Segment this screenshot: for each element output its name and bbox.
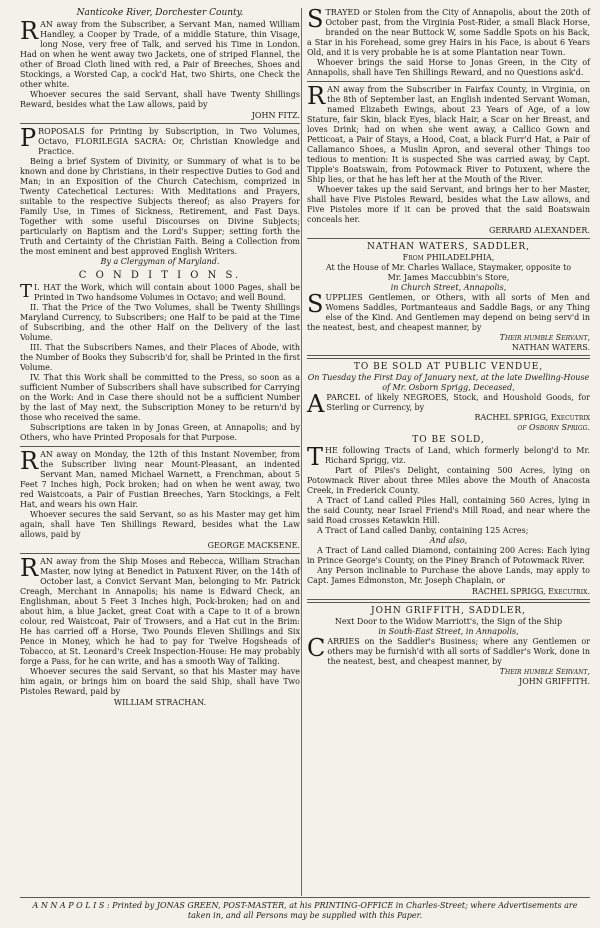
advert-reward: Whoever takes up the said Servant, and brings her to her Master, shall have Five Pistoles Reward, besides what the Law allows, and Five Pistoles more if it can be proved that the said Boatswain conceals her.: [307, 185, 590, 224]
advert-title: TO BE SOLD AT PUBLIC VENDUE,: [353, 362, 544, 372]
tract-1: Part of Piles's Delight, containing 500 Acres, lying on Potowmack River about three Miles above the Mouth of Anacosta Creek, in Frederick County.: [307, 466, 590, 495]
advert-address-2: Mr. James Maccubbin's Store,: [387, 273, 510, 282]
advert-address-1: At the House of Mr. Charles Wallace, Staymaker, opposite to: [325, 263, 572, 272]
advert-michael-warnett: [20, 447, 300, 550]
condition-text: HAT the Work, which will contain about 1000 Pages, shall be Printed in Two handsome Volumes in Octavo; and well Bound.: [34, 283, 301, 302]
column-divider: [301, 8, 302, 896]
drop-cap: T: [307, 443, 324, 471]
tract-4: A Tract of Land called Diamond, containing 200 Acres: Each lying in Prince George's County, on the Piney Branch of Potowmack River.: [307, 546, 590, 565]
advert-text: AN away from the Ship Moses and Rebecca, William Strachan Master, now lying at Benedict in Patuxent River, on the 14th of October last, a Convict Servant Man, belonging to Mr. Patrick Creagh, Merchant in Annapolis; his name is Edward Check, an Englishman, about 5 Feet 3 Inches high, Pock-broken; had on and about him, a blue Jacket, great Coat with a Cape to it of a brown colour, red Waistcoat, Pair of Trowsers, and a Hat cut in the Brim: He has carried off a Horse, Two Pounds Eleven Shillings and Six Pence in Money, which he had to pay for Twelve Hogsheads of Tobacco, at St. Leonard's Creek Inspection-House: He may probably forge a Pass, for he can write, and has a smooth Way of Talking.: [20, 557, 300, 666]
tract-2: A Tract of Land called Piles Hall, containing 560 Acres, lying in the said County, near Israel Friend's Mill Road, and near where the said Road crosses Ketawkin Hill.: [307, 496, 590, 525]
advert-origin: From PHILADELPHIA,: [402, 253, 495, 262]
advert-body: [307, 5, 590, 58]
advert-body: [307, 443, 590, 471]
advert-title: JOHN GRIFFITH, SADDLER,: [371, 606, 526, 616]
condition-1: [20, 283, 300, 303]
advert-nathan-waters: [307, 242, 590, 352]
condition-2: II. That the Price of the Two Volumes, shall be Twenty Shillings Maryland Currency, to Subscribers; one Half to be paid at the Time of Subscribing, and the other Half on the Delivery of the last Volume.: [20, 303, 300, 342]
printer-colophon: A N N A P O L I S : Printed by JONAS GREEN, POST-MASTER, at his PRINTING-OFFICE in Charles-Street; where Advertisements are taken in, and all Persons may be supplied with this Paper.: [20, 897, 590, 921]
divider: [20, 446, 300, 447]
advert-edward-check: [20, 554, 300, 707]
advert-signature-2: of Osborn Sprigg.: [517, 423, 590, 432]
drop-cap: R: [20, 447, 39, 475]
drop-cap: T: [20, 281, 33, 302]
proposals-florilegia-sacra: [20, 124, 301, 443]
proposals-intro: [20, 124, 300, 157]
tract-3: A Tract of Land called Danby, containing 125 Acres;: [317, 526, 529, 535]
tract-and-also: And also,: [429, 536, 468, 545]
drop-cap: S: [307, 290, 324, 318]
advert-subtitle: On Tuesday the First Day of January next, at the late Dwelling-House of Mr. Osborn Sprigg, Deceased,: [307, 373, 590, 392]
advert-reward: Whoever secures the said Servant, so that his Master may have him again, or brings him on board the said Ship, shall have Two Pistoles Reward, paid by: [20, 667, 300, 696]
drop-cap: A: [307, 390, 325, 418]
advert-reward: Whoever brings the said Horse to Jonas Green, in the City of Annapolis, shall have Ten Shillings Reward, and no Questions ask'd.: [307, 58, 590, 77]
advert-strayed-horse: [307, 5, 590, 78]
divider: [307, 599, 590, 603]
advert-body: [307, 290, 590, 333]
advert-address-2: in South-East Street, in Annapolis,: [378, 627, 519, 636]
drop-cap: R: [20, 554, 39, 582]
advert-text: AN away from the Subscriber, a Servant Man, named William Handley, a Cooper by Trade, of a middle Stature, thin Visage, long Nose, very free of Talk, and served his Time in London. Had on when he went away two Jackets, one of striped Flannel, the other of Broad Cloth lined with red, a Pair of Breeches, Shoes and Stockings, a Worsted Cap, a cock'd Hat, two Shirts, one Check the other white.: [20, 20, 300, 89]
advert-body: [20, 554, 300, 667]
advert-body: [20, 17, 300, 90]
advert-signature: JOHN FITZ.: [251, 111, 300, 120]
advert-title: TO BE SOLD,: [412, 435, 485, 445]
condition-number: I.: [34, 283, 40, 292]
advert-signature: JOHN GRIFFITH.: [519, 677, 590, 686]
advert-text: UPPLIES Gentlemen, or Others, with all sorts of Men and Womens Saddles, Portmanteaus and Saddle Bags, or any Thing else of the Kind. And Gentlemen may depend on being serv'd in the neatest, best, and cheapest manner, by: [307, 293, 590, 332]
advert-elizabeth-ewings: [307, 82, 590, 235]
right-column: [307, 5, 590, 689]
advert-text: ARRIES on the Saddler's Business; where any Gentlemen or others may be furnish'd with all sorts of Saddler's Work, done in the neatest, best, and cheapest manner, by: [327, 637, 590, 666]
advert-signature: GEORGE MACKSENE.: [207, 541, 300, 550]
advert-text: AN away on Monday, the 12th of this Instant November, from the Subscriber living near Mount-Pleasant, an indented Servant Man, named Michael Warnett, a Frenchman, about 5 Feet 7 Inches high, Pock broken; had on when he went away, two red Waistcoats, a Pair of Fustian Breeches, Yarn Stockings, a Felt Hat, and wears his own Hair.: [20, 450, 300, 509]
advert-body: [307, 82, 590, 185]
advert-text: AN away from the Subscriber in Fairfax County, in Virginia, on the 8th of September last, an English indented Servant Woman, named Elizabeth Ewings, about 23 Years of Age, of a low Stature, fair Skin, black Eyes, black Hair, a Scar on her Breast, and loves Drink; had on when she went away, a Callico Gown and Petticoat, a Pair of Stays, a Hood, Coat, a black Furr'd Hat, a Pair of Callamanco Shoes, a Muslin Apron, and several other Things too tedious to mention: It is suspected She was carried away, by Capt. Tipple's Boatswain, from Potowmack River to Potuxent, where the Ship lies, or that he has left her at the Mouth of the River.: [307, 85, 590, 184]
divider: [307, 355, 590, 359]
divider: [20, 553, 300, 554]
advert-reward: Whoever secures the said Servant, shall have Twenty Shillings Reward, besides what the Law allows, paid by: [20, 90, 300, 109]
advert-closing: Their humble Servant,: [499, 333, 590, 342]
advert-address-3: in Church Street, Annapolis,: [390, 283, 507, 292]
advert-public-vendue: [307, 362, 590, 432]
advert-signature: GERRARD ALEXANDER.: [489, 226, 590, 235]
left-column: [20, 8, 300, 710]
advert-reward: Whoever secures the said Servant, so as his Master may get him again, shall have Ten Shillings Reward, besides what the Law allows, paid by: [20, 510, 300, 539]
advert-header: Nanticoke River, Dorchester County.: [76, 8, 244, 18]
proposals-text: ROPOSALS for Printing by Subscription, in Two Volumes, Octavo, FLORILEGIA SACRA: Or, Christian Knowledge and Practice.: [38, 127, 300, 156]
divider: [307, 81, 590, 82]
advert-signature: RACHEL SPRIGG, Executrix: [474, 413, 590, 422]
advert-text: PARCEL of likely NEGROES, Stock, and Houshold Goods, for Sterling or Currency, by: [326, 393, 590, 412]
condition-5: Subscriptions are taken in by Jonas Green, at Annapolis; and by Others, who have Printed Proposals for that Purpose.: [20, 423, 300, 442]
drop-cap: P: [20, 124, 37, 152]
divider: [20, 123, 300, 124]
advert-body: [20, 447, 300, 510]
advert-closing: Their humble Servant,: [499, 667, 590, 676]
proposals-byline: By a Clergyman of Maryland.: [100, 257, 220, 266]
advert-tracts-of-land: [307, 435, 590, 596]
condition-3: III. That the Subscribers Names, and their Places of Abode, with the Number of Books they Subscrib'd for, shall be Printed in the first Volume.: [20, 343, 300, 372]
advert-signature: WILLIAM STRACHAN.: [113, 698, 207, 707]
advert-title: NATHAN WATERS, SADDLER,: [367, 242, 530, 252]
advert-address-1: Next Door to the Widow Marriott's, the Sign of the Ship: [334, 617, 563, 626]
drop-cap: R: [307, 82, 326, 110]
advert-signature: NATHAN WATERS.: [511, 343, 590, 352]
condition-4: IV. That this Work shall be committed to the Press, so soon as a sufficient Number of Subscribers shall have subscribed for Carrying on the Work: And in Case there should not be a sufficient Number by the last of May next, the Subscription Money to be return'd by those who received the same.: [20, 373, 300, 422]
tract-apply: Any Person inclinable to Purchase the above Lands, may apply to Capt. James Edmonston, Mr. Joseph Chaplain, or: [307, 566, 590, 585]
advert-john-griffith: [307, 606, 590, 686]
drop-cap: C: [307, 634, 326, 662]
drop-cap: R: [20, 17, 39, 45]
advert-body: [307, 634, 590, 667]
advert-text: TRAYED or Stolen from the City of Annapolis, about the 20th of October past, from the Virginia Post-Rider, a small Black Horse, branded on the near Buttock W, some Saddle Spots on his Back, a Star in his Forehead, some grey Hairs in his Face, is about 6 Years Old, and it is very probable he is at some Plantation near Town.: [307, 8, 590, 57]
advert-text: HE following Tracts of Land, which formerly belong'd to Mr. Richard Sprigg, viz.: [325, 446, 590, 465]
advert-signature: RACHEL SPRIGG, Executrix.: [471, 587, 590, 596]
divider: [307, 238, 590, 239]
advert-william-handley: [20, 8, 300, 120]
drop-cap: S: [307, 5, 324, 33]
conditions-title: C O N D I T I O N S.: [78, 270, 242, 281]
proposals-description: Being a brief System of Divinity, or Summary of what is to be known and done by Christians, in their respective Duties to God and Man; in an Exposition of the Church Catechism, comprized in Twenty Catechetical Lectures: With Meditations and Prayers, suitable to the respective Subjects thereof; as also Prayers for Family Use, in Times of Sickness, Retirement, and Fast Days. Together with some useful Discourses on Divine Subjects; particularly on Baptism and the Lord's Supper; setting forth the Truth and Certainty of the Christian Faith. Being a Collection from the most eminent and best approved English Writers.: [20, 157, 300, 256]
